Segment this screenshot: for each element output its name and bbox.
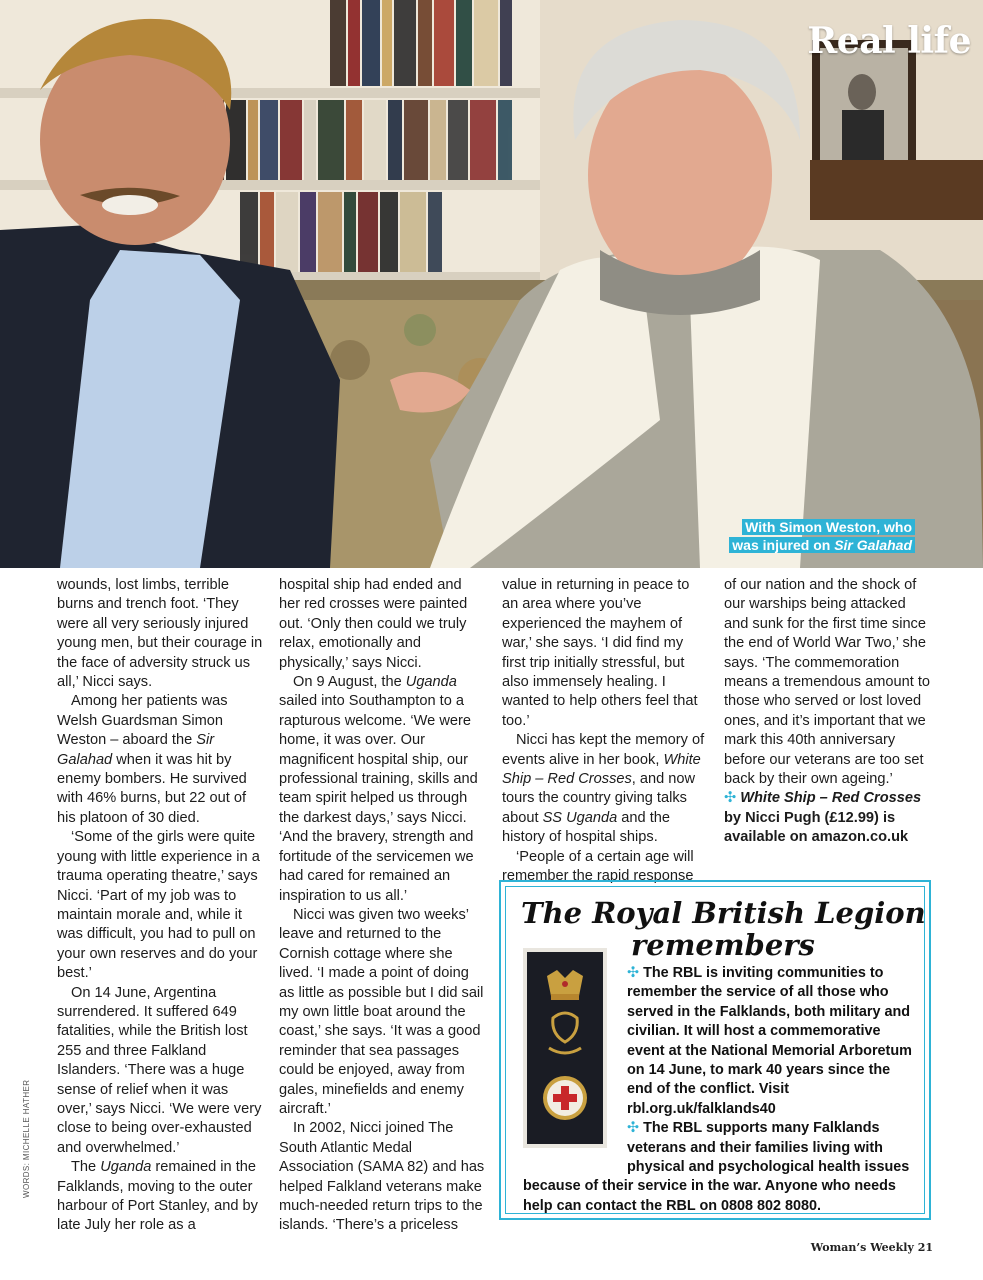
book-title: White Ship – Red Crosses — [740, 790, 922, 807]
article-column-4 — [724, 576, 934, 848]
rbl-title-line-2: remembers — [631, 928, 815, 962]
photo-caption — [729, 518, 915, 554]
caption-line-2 — [729, 537, 915, 553]
paragraph: ‘People of a certain age will remember the rapid response — [502, 848, 694, 885]
paragraph: wounds, lost limbs, terrible burns and trench foot. ‘They were all very seriously injured young men, but their courage in the face of adversity struck us all,’ Nicci says. — [57, 577, 263, 691]
words-credit: WORDS: MICHELLE HATHER — [22, 1079, 31, 1198]
paragraph: Among her patients was Welsh Guardsman Simon Weston – aboard the Sir Galahad when it was hit by enemy bombers. He survived with 46% burns, but 22 out of his platoon of 30 died. — [57, 693, 247, 826]
badge-float-spacer — [523, 964, 627, 1164]
paragraph: Nicci was given two weeks’ leave and returned to the Cornish cottage where she lived. ‘I made a point of doing as little as possible but I did sail my own little boat around the coast,’ she says. ‘It was a good reminder that sea passages could be enjoyed, away from gales, minefields and enemy aircraft.’ — [279, 906, 484, 1117]
hero-photo — [0, 0, 983, 568]
caption-ship-name: Sir Galahad — [834, 537, 912, 553]
rbl-item-2: ✣ The RBL supports many Falklands veterans and their families living with physical and psychological health issues because of their service in the war. Anyone who needs help can contact the RBL on 0808 802 8080. — [523, 1120, 910, 1214]
paragraph: Nicci has kept the memory of events alive in her book, White Ship – Red Crosses, and now tours the country giving talks about SS Uganda and the history of hospital ships. — [502, 732, 705, 846]
paragraph: In 2002, Nicci joined The South Atlantic Medal Association (SAMA 82) and has helped Falkland veterans make much-needed return trips to the islands. ‘There’s a priceless — [279, 1120, 485, 1234]
rbl-body — [523, 964, 913, 1216]
paragraph: hospital ship had ended and her red crosses were painted out. ‘Only then could we truly relax, emotionally and physically,’ says Nicci. — [279, 577, 468, 671]
page-footer — [811, 1241, 933, 1254]
paragraph: of our nation and the shock of our warships being attacked and sunk for the first time since the end of World War Two,’ she says. ‘The commemoration means a tremendous amount to those who served or lost loved ones, and it’s important that we mark this 40th anniversary before our veterans are too set back by their own ageing.’ — [724, 577, 931, 788]
cross-bullet-icon: ✣ — [627, 1120, 640, 1137]
paragraph: On 9 August, the Uganda sailed into Southampton to a rapturous welcome. ‘We were home, it was over. Our magnificent hospital ship, our professional training, skills and team spirit helped us through the darkest days,’ says Nicci. ‘And the bravery, strength and fortitude of the servicemen we had cared for remained an inspiration to us all.’ — [279, 674, 478, 904]
rbl-title-line-1: The Royal British Legion — [521, 896, 926, 930]
paragraph: The Uganda remained in the Falklands, moving to the outer harbour of Port Stanley, and by late July her role as a — [57, 1159, 258, 1234]
caption-line-1: With Simon Weston, who — [742, 519, 915, 535]
caption-line-2-prefix: was injured on — [732, 537, 835, 553]
magazine-name: Woman’s Weekly — [810, 1241, 914, 1254]
article-column-1 — [57, 576, 263, 1236]
rbl-box — [499, 880, 931, 1220]
article-column-3 — [502, 576, 708, 887]
section-label: Real life — [807, 20, 971, 62]
hero-photo-illustration — [0, 0, 983, 568]
paragraph: ‘Some of the girls were quite young with little experience in a trauma operating theatre,’ says Nicci. ‘Part of my job was to maintain morale and, while it was difficult, you had to pull on your own reserves and do your best.’ — [57, 829, 260, 982]
cross-bullet-icon: ✣ — [724, 790, 737, 807]
cross-bullet-icon: ✣ — [627, 965, 640, 981]
book-promo: ✣ White Ship – Red Crosses by Nicci Pugh (£12.99) is available on amazon.co.uk — [724, 790, 922, 846]
page-number: 21 — [917, 1241, 933, 1254]
paragraph: value in returning in peace to an area where you’ve experienced the mayhem of war,’ she says. ‘I did find my first trip initially stressful, but also immensely healing. I wanted to help others feel that too.’ — [502, 577, 698, 729]
article-column-2 — [279, 576, 485, 1236]
paragraph: On 14 June, Argentina surrendered. It suffered 649 fatalities, while the British lost 255 and three Falkland Islanders. ‘There was a huge sense of relief when it was over,’ says Nicci. ‘We were very close to being over-exhausted and overwhelmed.’ — [57, 984, 262, 1156]
rbl-item-1: ✣ The RBL is inviting communities to remember the service of all those who served in the Falklands, both military and civilian. It will host a commemorative event at the National Memorial Arboretum on 14 June, to mark 40 years since the end of the conflict. Visit rbl.org.uk/falklands40 — [627, 965, 912, 1117]
